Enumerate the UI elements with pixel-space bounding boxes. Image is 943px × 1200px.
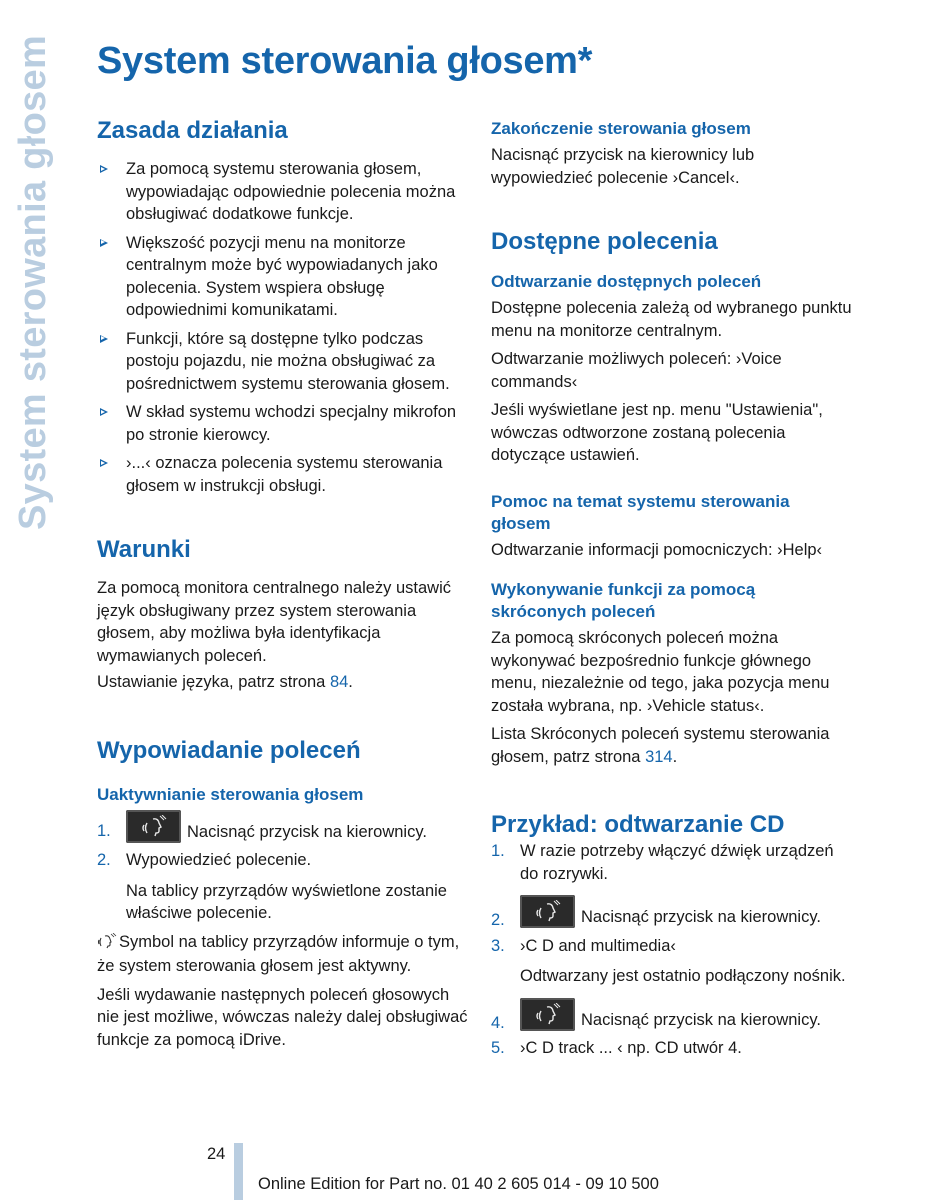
left-column: [97, 116, 469, 1051]
right-column: [491, 118, 853, 1066]
step-number: 4.: [491, 1013, 505, 1032]
subheading-odtwarzanie: Odtwarzanie dostępnych poleceń: [491, 272, 762, 291]
paragraph: Dostępne polecenia zależą od wybranego punktu menu na monitorze centralnym.: [491, 299, 852, 340]
voice-symbol-icon: [97, 933, 117, 956]
end-voice-paragraph: Nacisnąć przycisk na kierownicy lub wypowiedzieć polecenie ›Cancel‹.: [491, 146, 755, 187]
list-item: Za pomocą systemu sterowania głosem, wypowiadając odpowiednie polecenia można obsługiwać dodatkowe funkcje.: [97, 158, 469, 226]
bullet-triangle-icon: [100, 335, 108, 343]
list-item: W skład systemu wchodzi specjalny mikrofon po stronie kierowcy.: [97, 401, 469, 446]
language-setting-paragraph: Ustawianie języka, patrz strona 84.: [97, 673, 353, 691]
page-title: System sterowania głosem*: [97, 40, 593, 82]
principle-bullet-list: [97, 158, 469, 497]
list-item: 3. ›C D and multimedia‹ Odtwarzany jest ostatnio podłączony nośnik.: [491, 935, 853, 988]
step-number: 1.: [491, 842, 505, 860]
bullet-triangle-icon: [100, 408, 108, 416]
step-number: 5.: [491, 1039, 505, 1057]
idrive-paragraph: Jeśli wydawanie następnych poleceń głosowych nie jest możliwe, wówczas należy dalej obsługiwać funkcje za pomocą iDrive.: [97, 985, 468, 1049]
voice-command-button-icon: [520, 998, 575, 1031]
footer-accent-bar: [234, 1143, 243, 1200]
side-chapter-title: System sterowania głosem: [12, 34, 54, 530]
list-item: 1. W razie potrzeby włączyć dźwięk urządzeń do rozrywki.: [491, 842, 834, 883]
footer-edition-text: Online Edition for Part no. 01 40 2 605 014 - 09 10 500: [258, 1175, 659, 1193]
list-item: Funkcji, które są dostępne tylko podczas postoju pojazdu, nie można obsługiwać za pośrednictwem systemu sterowania głosem.: [97, 328, 469, 396]
paragraph: Odtwarzanie możliwych poleceń: ›Voice commands‹: [491, 350, 782, 391]
section-heading-zasada: Zasada działania: [97, 117, 288, 144]
bullet-triangle-icon: [100, 459, 108, 467]
conditions-paragraph: Za pomocą monitora centralnego należy ustawić język obsługiwany przez system sterowania głosem, aby możliwa była identyfikacja wymawianych poleceń.: [97, 579, 452, 665]
step-note: Odtwarzany jest ostatnio podłączony nośnik.: [520, 967, 846, 985]
step-number: 2.: [97, 851, 111, 869]
page-number: 24: [207, 1145, 226, 1163]
step-number: 1.: [97, 821, 111, 840]
step-number: 3.: [491, 936, 505, 955]
paragraph: Odtwarzanie informacji pomocniczych: ›Help‹: [491, 540, 823, 559]
page-link-84[interactable]: 84: [329, 673, 349, 691]
page-link-314[interactable]: 314: [645, 747, 673, 766]
step-number: 2.: [491, 911, 505, 929]
subheading-pomoc: Pomoc na temat systemu sterowania głosem: [491, 491, 790, 533]
list-item: 5. ›C D track ... ‹ np. CD utwór 4.: [491, 1037, 853, 1060]
list-item: Większość pozycji menu na monitorze centralnym może być wypowiadanych jako polecenia. System wspiera obsługę odpowiednimi komunikatami.: [97, 232, 469, 322]
activation-steps: [97, 806, 469, 925]
subheading-zakonczenie: Zakończenie sterowania głosem: [491, 119, 751, 138]
list-item: ›...‹ oznacza polecenia systemu sterowania głosem w instrukcji obsługi.: [97, 452, 469, 497]
section-heading-warunki: Warunki: [97, 536, 191, 563]
paragraph: Za pomocą skróconych poleceń można wykonywać bezpośrednio funkcje głównego menu, niezależnie od tego, jaka pozycja menu została wybrana, np. ›Vehicle status‹.: [491, 629, 830, 715]
list-item: 2. Wypowiedzieć polecenie. Na tablicy przyrządów wyświetlone zostanie właściwe polecenie.: [97, 849, 469, 925]
cd-example-steps: [491, 840, 853, 1060]
step-note: Na tablicy przyrządów wyświetlone zostanie właściwe polecenie.: [126, 881, 447, 922]
shortcut-list-paragraph: Lista Skróconych poleceń systemu sterowania głosem, patrz strona 314.: [491, 725, 830, 766]
section-heading-dostepne: Dostępne polecenia: [491, 228, 718, 255]
list-item: 1. Nacisnąć przycisk na kierownicy.: [97, 806, 469, 844]
list-item: 4. Nacisnąć przycisk na kierownicy.: [491, 994, 853, 1032]
section-heading-wypowiadanie: Wypowiadanie poleceń: [97, 736, 361, 764]
section-heading-przyklad: Przykład: odtwarzanie CD: [491, 811, 785, 838]
voice-command-button-icon: [520, 895, 575, 928]
bullet-triangle-icon: [100, 239, 108, 247]
voice-command-button-icon: [126, 810, 181, 843]
list-item: 2. Nacisnąć przycisk na kierownicy.: [491, 891, 853, 929]
paragraph: Jeśli wyświetlane jest np. menu "Ustawienia", wówczas odtworzone zostaną polecenia dotyczące ustawień.: [491, 401, 823, 464]
symbol-note-paragraph: Symbol na tablicy przyrządów informuje o tym, że system sterowania głosem jest aktywny.: [97, 932, 460, 975]
bullet-triangle-icon: [100, 165, 108, 173]
subheading-skrocone: Wykonywanie funkcji za pomocą skróconych poleceń: [491, 580, 756, 621]
subheading-uaktywnianie: Uaktywnianie sterowania głosem: [97, 784, 364, 804]
